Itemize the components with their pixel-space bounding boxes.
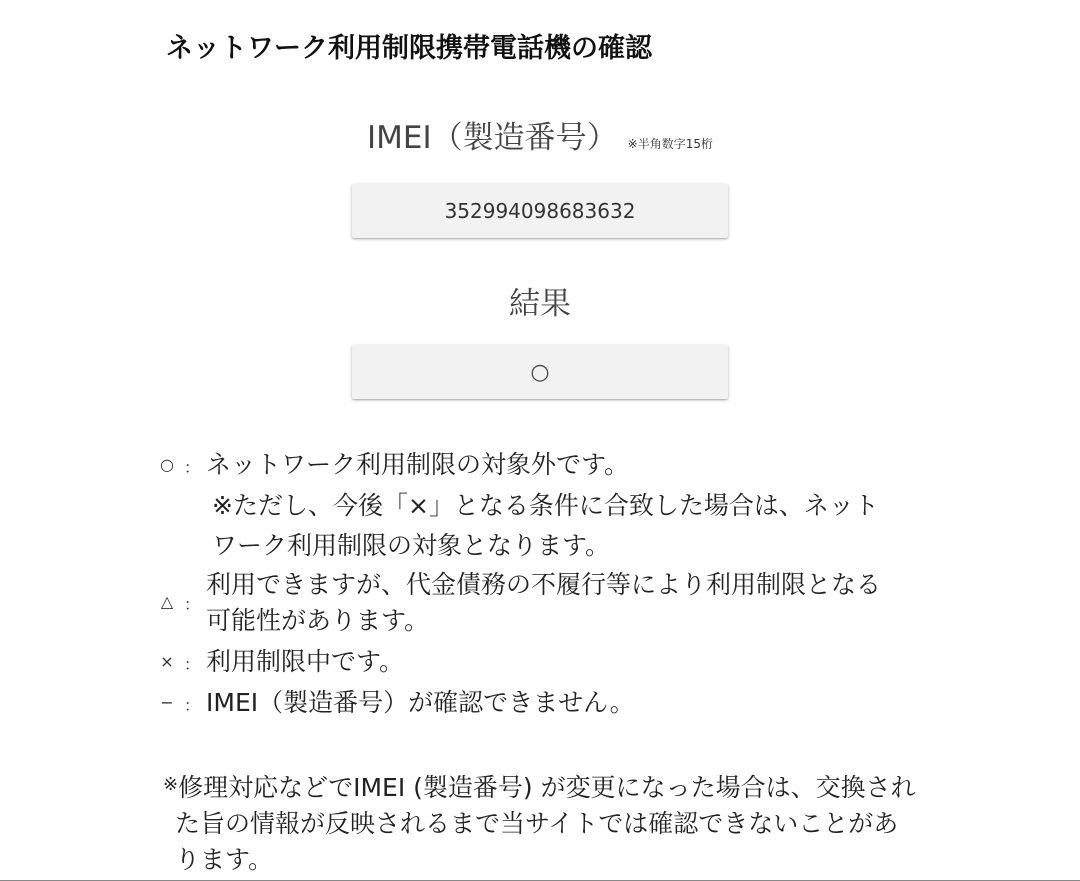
legend-text-ok: ネットワーク利用制限の対象外です。 — [206, 450, 630, 479]
legend-colon: ： — [183, 458, 200, 477]
legend-colon: ： — [183, 696, 200, 715]
legend-colon: ： — [183, 595, 200, 614]
result-value: ○ — [530, 359, 550, 385]
result-heading: 結果 — [509, 286, 571, 322]
legend-text-conditional — [206, 567, 881, 639]
legend-symbol-unknown: − — [160, 693, 174, 712]
legend-item-conditional — [156, 567, 881, 639]
legend-item-ok — [156, 447, 629, 483]
legend-item-restricted — [156, 644, 404, 680]
footnote-line: ります。 — [175, 845, 274, 874]
footnote-line — [163, 767, 943, 806]
imei-input[interactable] — [352, 184, 728, 238]
page-title: ネットワーク利用制限携帯電話機の確認 — [166, 33, 652, 64]
imei-label-row — [0, 112, 1080, 157]
legend-subnote-line: ※ただし、今後「×」となる条件に合致した場合は、ネット — [212, 491, 879, 520]
legend-colon: ： — [183, 655, 200, 674]
legend-text-line: 可能性があります。 — [206, 606, 430, 635]
footnote-mark: ※ — [163, 774, 179, 795]
imei-label: IMEI（製造番号） — [367, 120, 618, 156]
footnote-line: た旨の情報が反映されるまで当サイトでは確認できないことがあ — [175, 809, 899, 838]
result-box — [352, 345, 728, 399]
footnote-text: 修理対応などでIMEI (製造番号) が変更になった場合は、交換され — [178, 773, 916, 802]
legend-symbol-ok: ○ — [160, 455, 174, 474]
legend-symbol-conditional: △ — [160, 592, 174, 611]
legend-item-unknown — [156, 685, 635, 721]
legend-text-restricted: 利用制限中です。 — [206, 647, 405, 676]
legend-text-line: 利用できますが、代金債務の不履行等により利用制限となる — [206, 570, 882, 599]
imei-format-note: ※半角数字15桁 — [627, 137, 713, 151]
footnote — [163, 767, 943, 878]
legend-subnote-line: ワーク利用制限の対象となります。 — [212, 531, 611, 560]
legend-symbol-restricted: × — [160, 652, 174, 671]
legend-text-unknown: IMEI（製造番号）が確認できません。 — [206, 688, 635, 717]
